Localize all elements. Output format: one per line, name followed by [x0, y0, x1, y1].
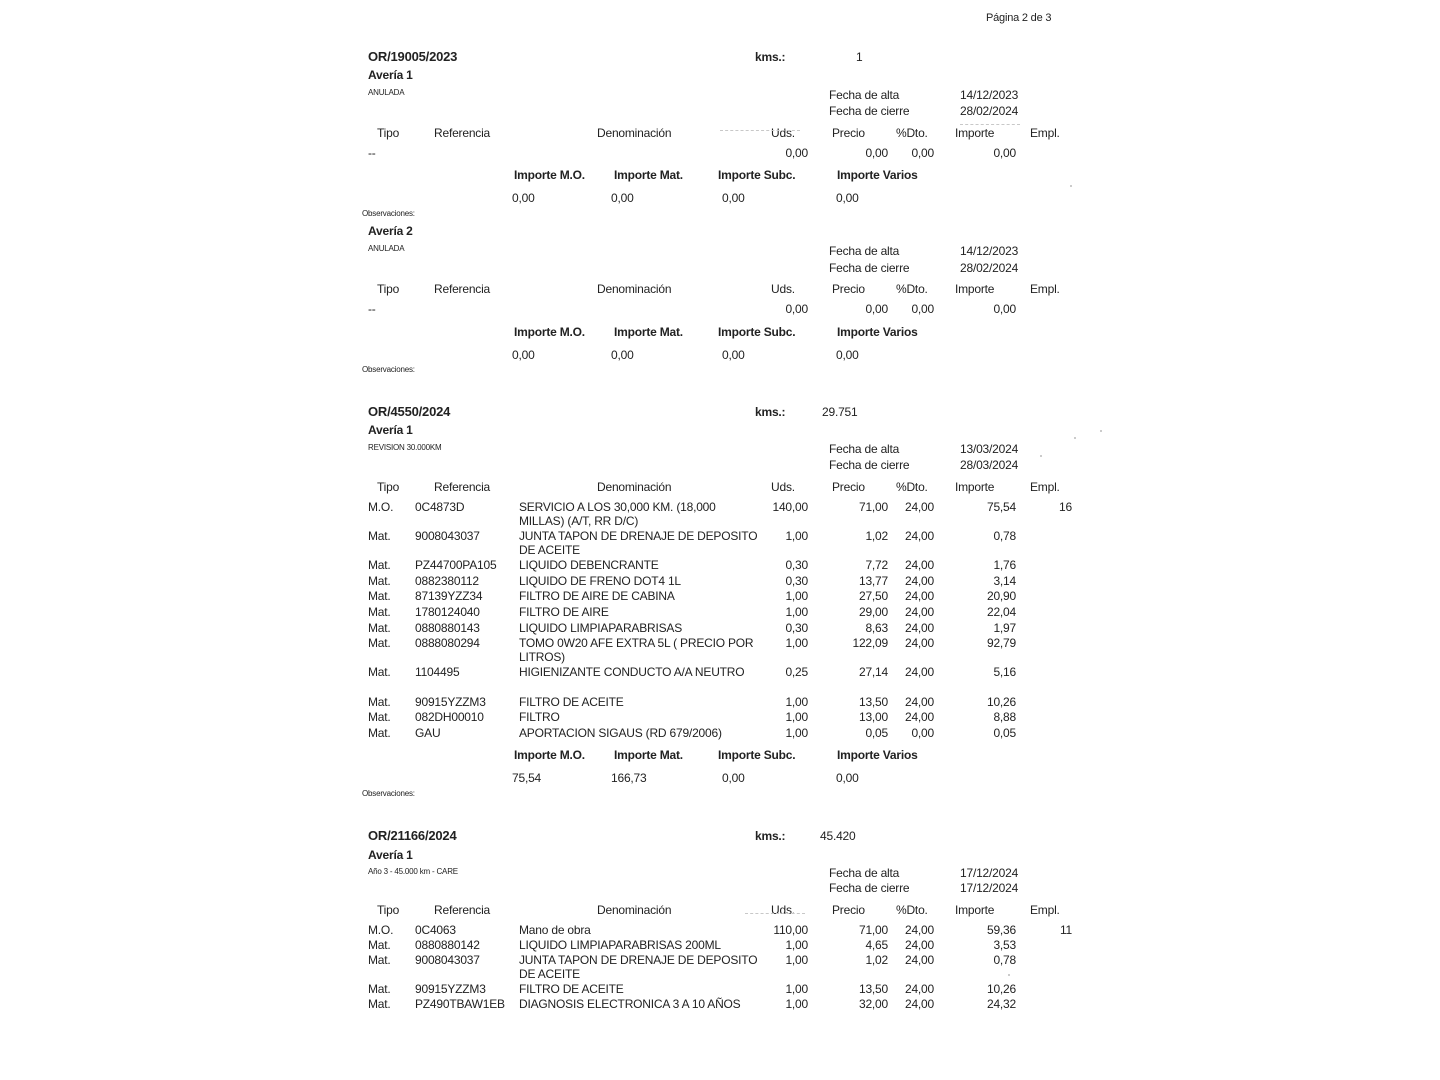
cell-denominacion: FILTRO DE ACEITE — [519, 695, 624, 709]
cell-tipo: M.O. — [368, 923, 394, 937]
cell-precio: 13,50 — [858, 982, 888, 996]
cell-precio: 27,14 — [858, 665, 888, 679]
cell-precio: 13,00 — [858, 710, 888, 724]
cell-dto: 24,00 — [904, 997, 934, 1011]
fecha-alta-label: Fecha de alta — [829, 244, 900, 258]
fecha-cierre-label: Fecha de cierre — [829, 261, 910, 275]
col-uds: Uds. — [771, 126, 795, 140]
importe-subc-label: Importe Subc. — [718, 168, 796, 182]
cell-precio: 13,77 — [858, 574, 888, 588]
cell-referencia: 0C4063 — [415, 923, 456, 937]
fecha-cierre-value: 28/03/2024 — [960, 458, 1019, 472]
cell-denominacion: HIGIENIZANTE CONDUCTO A/A NEUTRO — [519, 665, 745, 679]
cell-precio: 32,00 — [858, 997, 888, 1011]
cell-dto: 24,00 — [904, 665, 934, 679]
cell-uds: 110,00 — [773, 923, 808, 937]
averia-desc: ANULADA — [368, 244, 405, 253]
scan-artifact — [1100, 430, 1102, 432]
kms-value: 1 — [856, 50, 863, 64]
cell-denominacion: FILTRO DE AIRE DE CABINA — [519, 589, 675, 603]
cell-importe: 8,88 — [993, 710, 1016, 724]
cell-dto: 24,00 — [904, 529, 934, 543]
cell-tipo: Mat. — [368, 574, 391, 588]
cell-importe: 24,32 — [986, 997, 1016, 1011]
cell-dto: 24,00 — [904, 621, 934, 635]
importe-subc-value: 0,00 — [722, 771, 745, 785]
cell-precio: 0,00 — [865, 146, 888, 160]
cell-dto: 24,00 — [904, 953, 934, 967]
cell-denominacion: TOMO 0W20 AFE EXTRA 5L ( PRECIO POR LITROS) — [519, 636, 754, 664]
observaciones-label: Observaciones: — [362, 365, 415, 374]
cell-referencia: 87139YZZ34 — [415, 589, 483, 603]
cell-dto: 24,00 — [904, 710, 934, 724]
importe-varios-value: 0,00 — [836, 191, 859, 205]
cell-dto: 24,00 — [904, 695, 934, 709]
col-dto: %Dto. — [896, 282, 928, 296]
cell-denominacion: FILTRO DE AIRE — [519, 605, 609, 619]
cell-denominacion: APORTACION SIGAUS (RD 679/2006) — [519, 726, 722, 740]
cell-uds: 0,30 — [785, 621, 808, 635]
importe-mat-label: Importe Mat. — [614, 325, 683, 339]
averia-title: Avería 1 — [368, 423, 413, 437]
cell-referencia: 9008043037 — [415, 953, 480, 967]
cell-dto: 24,00 — [904, 982, 934, 996]
col-referencia: Referencia — [434, 126, 491, 140]
fecha-alta-value: 14/12/2023 — [960, 244, 1019, 258]
scan-artifact — [1040, 455, 1042, 457]
cell-tipo: Mat. — [368, 621, 391, 635]
cell-uds: 1,00 — [785, 982, 808, 996]
importe-mat-value: 166,73 — [611, 771, 647, 785]
cell-importe: 5,16 — [993, 665, 1016, 679]
cell-dto: 0,00 — [911, 726, 934, 740]
cell-dto: 0,00 — [911, 146, 934, 160]
col-tipo: Tipo — [377, 903, 400, 917]
col-uds: Uds. — [771, 903, 795, 917]
importe-varios-label: Importe Varios — [837, 168, 918, 182]
fecha-alta-value: 14/12/2023 — [960, 88, 1019, 102]
importe-subc-label: Importe Subc. — [718, 748, 796, 762]
kms-label: kms.: — [755, 50, 786, 64]
cell-uds: 1,00 — [785, 695, 808, 709]
cell-importe: 3,53 — [993, 938, 1016, 952]
cell-tipo: Mat. — [368, 558, 391, 572]
cell-precio: 1,02 — [865, 529, 888, 543]
fecha-cierre-label: Fecha de cierre — [829, 881, 910, 895]
cell-referencia: 90915YZZM3 — [415, 695, 486, 709]
order-id: OR/4550/2024 — [368, 404, 451, 419]
cell-precio: 122,09 — [852, 636, 888, 650]
averia-desc: Año 3 - 45.000 km - CARE — [368, 867, 458, 876]
col-empl: Empl. — [1030, 126, 1060, 140]
col-denominacion: Denominación — [597, 282, 672, 296]
cell-precio: 4,65 — [865, 938, 888, 952]
col-empl: Empl. — [1030, 282, 1060, 296]
col-empl: Empl. — [1030, 480, 1060, 494]
fecha-alta-label: Fecha de alta — [829, 88, 900, 102]
col-referencia: Referencia — [434, 480, 491, 494]
scan-artifact — [745, 913, 805, 915]
cell-importe: 1,76 — [993, 558, 1016, 572]
col-referencia: Referencia — [434, 282, 491, 296]
scan-artifact — [720, 130, 800, 132]
cell-uds: 1,00 — [785, 938, 808, 952]
kms-label: kms.: — [755, 829, 786, 843]
cell-dto: 24,00 — [904, 558, 934, 572]
fecha-cierre-value: 28/02/2024 — [960, 104, 1019, 118]
cell-denominacion: FILTRO — [519, 710, 560, 724]
cell-denominacion: SERVICIO A LOS 30,000 KM. (18,000 MILLAS) (A/T, RR D/C) — [519, 500, 716, 528]
cell-tipo: Mat. — [368, 665, 391, 679]
cell-precio: 7,72 — [865, 558, 888, 572]
importe-mo-label: Importe M.O. — [514, 168, 585, 182]
importe-varios-label: Importe Varios — [837, 748, 918, 762]
importe-mo-value: 0,00 — [512, 348, 535, 362]
cell-dto: 24,00 — [904, 938, 934, 952]
scan-artifact — [1074, 437, 1076, 439]
order-id: OR/19005/2023 — [368, 49, 458, 64]
averia-title: Avería 1 — [368, 848, 413, 862]
col-precio: Precio — [832, 480, 865, 494]
cell-tipo: Mat. — [368, 938, 391, 952]
cell-uds: 1,00 — [785, 529, 808, 543]
cell-referencia: 1104495 — [415, 665, 460, 679]
cell-tipo: Mat. — [368, 529, 391, 543]
col-denominacion: Denominación — [597, 903, 672, 917]
cell-dto: 24,00 — [904, 574, 934, 588]
importe-mat-label: Importe Mat. — [614, 168, 683, 182]
cell-dto: 24,00 — [904, 589, 934, 603]
col-importe: Importe — [955, 126, 995, 140]
cell-importe: 0,05 — [993, 726, 1016, 740]
cell-denominacion: DIAGNOSIS ELECTRONICA 3 A 10 AÑOS — [519, 997, 741, 1011]
kms-label: kms.: — [755, 405, 786, 419]
cell-tipo: Mat. — [368, 710, 391, 724]
fecha-cierre-value: 28/02/2024 — [960, 261, 1019, 275]
cell-uds: 1,00 — [785, 589, 808, 603]
cell-empl: 11 — [1059, 923, 1072, 937]
cell-tipo: Mat. — [368, 695, 391, 709]
averia-title: Avería 2 — [368, 224, 413, 238]
cell-uds: 1,00 — [785, 997, 808, 1011]
cell-precio: 71,00 — [858, 500, 888, 514]
cell-referencia: 082DH00010 — [415, 710, 484, 724]
cell-referencia: 90915YZZM3 — [415, 982, 486, 996]
cell-tipo: Mat. — [368, 997, 391, 1011]
cell-precio: 27,50 — [858, 589, 888, 603]
importe-mo-label: Importe M.O. — [514, 748, 585, 762]
cell-referencia: 0888080294 — [415, 636, 480, 650]
importe-varios-value: 0,00 — [836, 348, 859, 362]
col-denominacion: Denominación — [597, 480, 672, 494]
importe-varios-label: Importe Varios — [837, 325, 918, 339]
averia-desc: ANULADA — [368, 88, 405, 97]
averia-desc: REVISION 30.000KM — [368, 443, 442, 452]
cell-importe: 0,78 — [993, 953, 1016, 967]
cell-denominacion: LIQUIDO LIMPIAPARABRISAS 200ML — [519, 938, 721, 952]
importe-mo-value: 0,00 — [512, 191, 535, 205]
importe-mat-value: 0,00 — [611, 348, 634, 362]
cell-uds: 1,00 — [785, 636, 808, 650]
fecha-alta-value: 17/12/2024 — [960, 866, 1019, 880]
cell-denominacion: LIQUIDO DE FRENO DOT4 1L — [519, 574, 681, 588]
kms-value: 45.420 — [820, 829, 856, 843]
col-precio: Precio — [832, 126, 865, 140]
col-referencia: Referencia — [434, 903, 491, 917]
cell-tipo: Mat. — [368, 726, 391, 740]
cell-precio: 8,63 — [865, 621, 888, 635]
cell-importe: 59,36 — [986, 923, 1016, 937]
cell-denominacion: LIQUIDO DEBENCRANTE — [519, 558, 659, 572]
cell-denominacion: LIQUIDO LIMPIAPARABRISAS — [519, 621, 683, 635]
cell-tipo: Mat. — [368, 636, 391, 650]
cell-uds: 1,00 — [785, 605, 808, 619]
cell-importe: 75,54 — [986, 500, 1016, 514]
cell-precio: 29,00 — [858, 605, 888, 619]
cell-tipo: Mat. — [368, 982, 391, 996]
scan-artifact — [960, 124, 1020, 126]
cell-uds: 0,00 — [785, 302, 808, 316]
col-importe: Importe — [955, 903, 995, 917]
fecha-cierre-label: Fecha de cierre — [829, 458, 910, 472]
cell-uds: 140,00 — [772, 500, 808, 514]
importe-varios-value: 0,00 — [836, 771, 859, 785]
cell-importe: 0,78 — [993, 529, 1016, 543]
cell-denominacion: JUNTA TAPON DE DRENAJE DE DEPOSITO DE ACEITE — [519, 529, 758, 557]
order-id: OR/21166/2024 — [368, 828, 457, 843]
importe-subc-value: 0,00 — [722, 191, 745, 205]
cell-importe: 0,00 — [993, 146, 1016, 160]
col-uds: Uds. — [771, 282, 795, 296]
page-number: Página 2 de 3 — [986, 12, 1052, 24]
cell-dto: 24,00 — [904, 605, 934, 619]
fecha-cierre-value: 17/12/2024 — [960, 881, 1019, 895]
cell-referencia: 0C4873D — [415, 500, 465, 514]
cell-referencia: 1780124040 — [415, 605, 480, 619]
cell-referencia: GAU — [415, 726, 441, 740]
col-empl: Empl. — [1030, 903, 1060, 917]
col-importe: Importe — [955, 480, 995, 494]
observaciones-label: Observaciones: — [362, 789, 415, 798]
cell-referencia: 9008043037 — [415, 529, 480, 543]
cell-referencia: 0880880143 — [415, 621, 480, 635]
col-tipo: Tipo — [377, 126, 400, 140]
cell-tipo: Mat. — [368, 953, 391, 967]
col-tipo: Tipo — [377, 282, 400, 296]
cell-tipo: Mat. — [368, 589, 391, 603]
col-dto: %Dto. — [896, 903, 928, 917]
cell-denominacion: Mano de obra — [519, 923, 591, 937]
col-importe: Importe — [955, 282, 995, 296]
averia-title: Avería 1 — [368, 68, 413, 82]
importe-mat-value: 0,00 — [611, 191, 634, 205]
col-dto: %Dto. — [896, 126, 928, 140]
cell-uds: 1,00 — [785, 726, 808, 740]
cell-referencia: 0880880142 — [415, 938, 480, 952]
cell-dto: 0,00 — [911, 302, 934, 316]
cell-importe: 20,90 — [986, 589, 1016, 603]
cell-denominacion: JUNTA TAPON DE DRENAJE DE DEPOSITO DE ACEITE — [519, 953, 758, 981]
importe-subc-label: Importe Subc. — [718, 325, 796, 339]
col-uds: Uds. — [771, 480, 795, 494]
cell-referencia: PZ44700PA105 — [415, 558, 497, 572]
cell-referencia: 0882380112 — [415, 574, 479, 588]
importe-mo-value: 75,54 — [512, 771, 542, 785]
cell-importe: 0,00 — [993, 302, 1016, 316]
kms-value: 29.751 — [822, 405, 858, 419]
cell-importe: 10,26 — [986, 695, 1016, 709]
cell-precio: 0,00 — [865, 302, 888, 316]
importe-mat-label: Importe Mat. — [614, 748, 683, 762]
fecha-alta-label: Fecha de alta — [829, 442, 900, 456]
cell-importe: 22,04 — [986, 605, 1016, 619]
fecha-alta-value: 13/03/2024 — [960, 442, 1019, 456]
importe-subc-value: 0,00 — [722, 348, 745, 362]
cell-dto: 24,00 — [904, 500, 934, 514]
scan-artifact — [1070, 185, 1072, 187]
cell-denominacion: FILTRO DE ACEITE — [519, 982, 624, 996]
cell-tipo: -- — [368, 146, 376, 160]
cell-precio: 71,00 — [858, 923, 888, 937]
cell-precio: 13,50 — [858, 695, 888, 709]
cell-tipo: M.O. — [368, 500, 394, 514]
cell-empl: 16 — [1059, 500, 1072, 514]
scan-artifact — [1008, 974, 1010, 976]
cell-tipo: -- — [368, 302, 376, 316]
col-tipo: Tipo — [377, 480, 400, 494]
importe-mo-label: Importe M.O. — [514, 325, 585, 339]
cell-dto: 24,00 — [904, 923, 934, 937]
fecha-cierre-label: Fecha de cierre — [829, 104, 910, 118]
cell-importe: 3,14 — [993, 574, 1016, 588]
cell-importe: 1,97 — [993, 621, 1016, 635]
cell-uds: 0,30 — [785, 574, 808, 588]
col-precio: Precio — [832, 282, 865, 296]
cell-precio: 1,02 — [865, 953, 888, 967]
cell-uds: 0,25 — [785, 665, 808, 679]
cell-uds: 0,30 — [785, 558, 808, 572]
col-precio: Precio — [832, 903, 865, 917]
cell-uds: 0,00 — [785, 146, 808, 160]
cell-tipo: Mat. — [368, 605, 391, 619]
col-denominacion: Denominación — [597, 126, 672, 140]
cell-importe: 10,26 — [986, 982, 1016, 996]
cell-dto: 24,00 — [904, 636, 934, 650]
cell-importe: 92,79 — [986, 636, 1016, 650]
col-dto: %Dto. — [896, 480, 928, 494]
observaciones-label: Observaciones: — [362, 209, 415, 218]
cell-uds: 1,00 — [785, 710, 808, 724]
cell-uds: 1,00 — [785, 953, 808, 967]
fecha-alta-label: Fecha de alta — [829, 866, 900, 880]
cell-referencia: PZ490TBAW1EB — [415, 997, 505, 1011]
cell-precio: 0,05 — [865, 726, 888, 740]
